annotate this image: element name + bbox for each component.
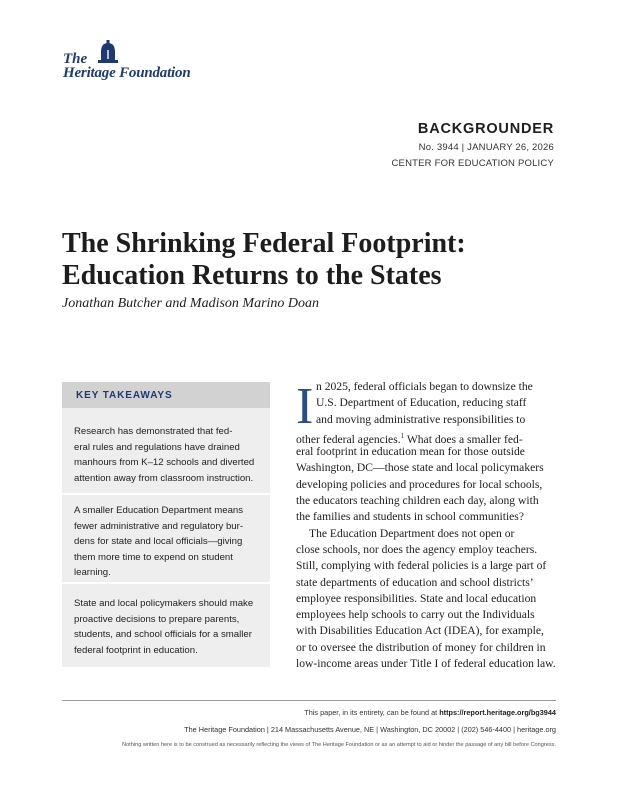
body-line: developing policies and procedures for local schools, [296, 477, 543, 491]
key-takeaways-heading: KEY TAKEAWAYS [62, 382, 270, 408]
footer-address: The Heritage Foundation | 214 Massachusetts Avenue, NE | Washington, DC 20002 | (202) 546-4400 | heritage.org [184, 725, 556, 734]
title-line-1: The Shrinking Federal Footprint: [62, 228, 466, 259]
logo-the: The [63, 51, 88, 67]
takeaway-line: State and local policymakers should make [74, 598, 254, 609]
body-line: n 2025, federal officials began to downsize the [316, 380, 533, 393]
drop-cap: I [296, 378, 314, 435]
takeaway-line: eral rules and regulations have drained [74, 441, 240, 453]
title-line-2: Education Returns to the States [62, 260, 442, 291]
body-line: eral footprint in education mean for those outside [296, 445, 525, 459]
body-line: the families and students in school communities? [296, 510, 524, 524]
key-takeaways-box [62, 382, 270, 667]
body-line: with Disabilities Education Act (IDEA), for example, [296, 624, 544, 638]
body-line: Still, complying with federal policies is a large part of [296, 559, 547, 573]
issue-number: No. 3944 | JANUARY 26, 2026 [418, 142, 554, 153]
body-line: or to oversee the distribution of money for children in [296, 640, 546, 654]
footer-disclaimer: Nothing written here is to be construed as necessarily reflecting the views of The Heritage Foundation or as an attempt to aid or hinder the passage of any bill before Congress. [122, 742, 556, 748]
logo-name: Heritage Foundation [63, 65, 191, 81]
takeaway-line: A smaller Education Department means [74, 505, 244, 516]
takeaway-line: federal footprint in education. [74, 644, 198, 656]
takeaway-line: attention away from classroom instruction. [74, 472, 254, 484]
body-line: Washington, DC—those state and local policymakers [296, 461, 544, 475]
takeaway-item [74, 424, 262, 486]
center-name: CENTER FOR EDUCATION POLICY [391, 158, 554, 169]
authors: Jonathan Butcher and Madison Marino Doan [62, 296, 320, 311]
series-label: BACKGROUNDER [417, 121, 554, 137]
takeaway-line: dens for state and local officials—giving [74, 536, 243, 547]
footer-rule [62, 700, 556, 701]
body-line: employees help schools to carry out the Individuals [296, 608, 535, 622]
takeaway-line: them more time to expend on student [74, 551, 233, 563]
takeaway-line: learning. [74, 567, 111, 578]
body-line: and moving administrative responsibilities to [316, 412, 526, 426]
body-text [296, 379, 556, 672]
body-line: U.S. Department of Education, reducing staff [316, 396, 527, 410]
liberty-bell-icon [95, 40, 121, 64]
takeaway-line: Research has demonstrated that fed- [74, 426, 233, 437]
takeaway-item [74, 503, 262, 581]
body-line: the educators teaching children each day, along with [296, 494, 539, 508]
body-line: state departments of education and school districts’ [296, 575, 534, 589]
footnote-marker[interactable]: 1 [400, 431, 405, 440]
takeaway-divider [62, 582, 270, 584]
takeaway-item [74, 596, 262, 658]
body-line: low-income areas under Title I of federal education law. [296, 657, 556, 671]
body-line: employee responsibilities. State and local education [296, 591, 537, 605]
takeaway-line: proactive decisions to prepare parents, [74, 613, 240, 625]
takeaway-divider [62, 493, 270, 495]
report-link[interactable]: https://report.heritage.org/bg3944 [439, 708, 556, 717]
footer-url-line: This paper, in its entirety, can be found at https://report.heritage.org/bg3944 [304, 708, 556, 717]
body-line: close schools, nor does the agency employ teachers. [296, 542, 538, 556]
page-title [62, 228, 562, 292]
takeaway-line: students, and school officials for a smaller [74, 629, 252, 640]
body-line: other federal agencies.$^1$ What does a smaller fed- [296, 431, 523, 446]
body-line: The Education Department does not open or [309, 526, 515, 540]
heritage-logo [63, 40, 223, 84]
takeaway-line: fewer administrative and regulatory bur- [74, 520, 244, 532]
takeaway-line: manhours from K–12 schools and diverted [74, 457, 255, 468]
